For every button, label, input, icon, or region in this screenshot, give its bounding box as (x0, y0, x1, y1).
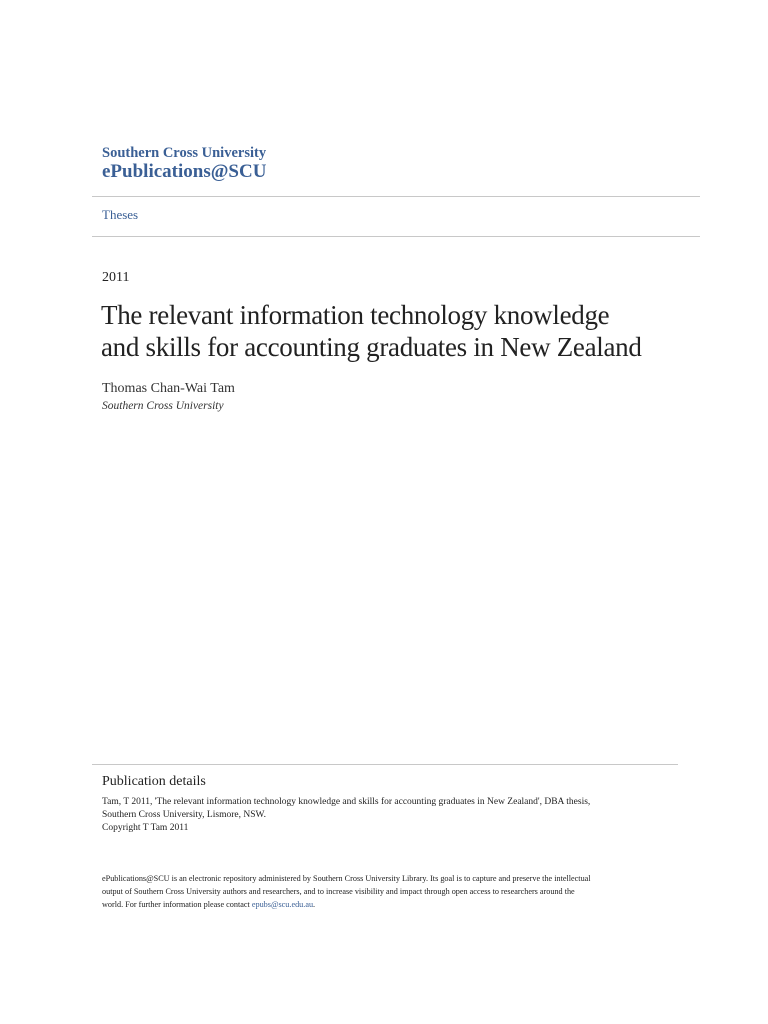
footer-divider (92, 764, 678, 765)
contact-email-link[interactable]: epubs@scu.edu.au (251, 900, 314, 909)
publication-year: 2011 (102, 270, 130, 285)
citation-line: Southern Cross University, Lismore, NSW. (102, 810, 266, 820)
publication-details-heading: Publication details (102, 774, 206, 789)
contact-suffix: . (313, 900, 316, 909)
section-divider (92, 236, 700, 237)
header-divider (92, 196, 700, 197)
citation-line: Tam, T 2011, 'The relevant information technology knowledge and skills for accounting graduates in New Zealand', DBA thesis, (102, 797, 591, 807)
repository-link[interactable]: ePublications@SCU (102, 161, 267, 182)
description-line: ePublications@SCU is an electronic repository administered by Southern Cross University Library. Its goal is to capture and preserve the intellectual (102, 874, 591, 883)
title-line-1: The relevant information technology knowledge (101, 300, 610, 330)
title-line-2: and skills for accounting graduates in New Zealand (101, 332, 642, 362)
institution-name: Southern Cross University (102, 145, 267, 161)
description-line (102, 898, 672, 911)
citation-block (102, 796, 672, 835)
copyright-line: Copyright T Tam 2011 (102, 823, 189, 833)
repository-description (102, 872, 672, 911)
contact-prefix: world. For further information please contact (102, 900, 252, 909)
description-line: output of Southern Cross University authors and researchers, and to increase visibility and impact through open access to researchers around the (102, 887, 575, 896)
author-name: Thomas Chan-Wai Tam (102, 381, 235, 396)
document-title (101, 299, 701, 363)
author-affiliation: Southern Cross University (102, 400, 224, 412)
collection-link-theses[interactable]: Theses (102, 207, 139, 222)
